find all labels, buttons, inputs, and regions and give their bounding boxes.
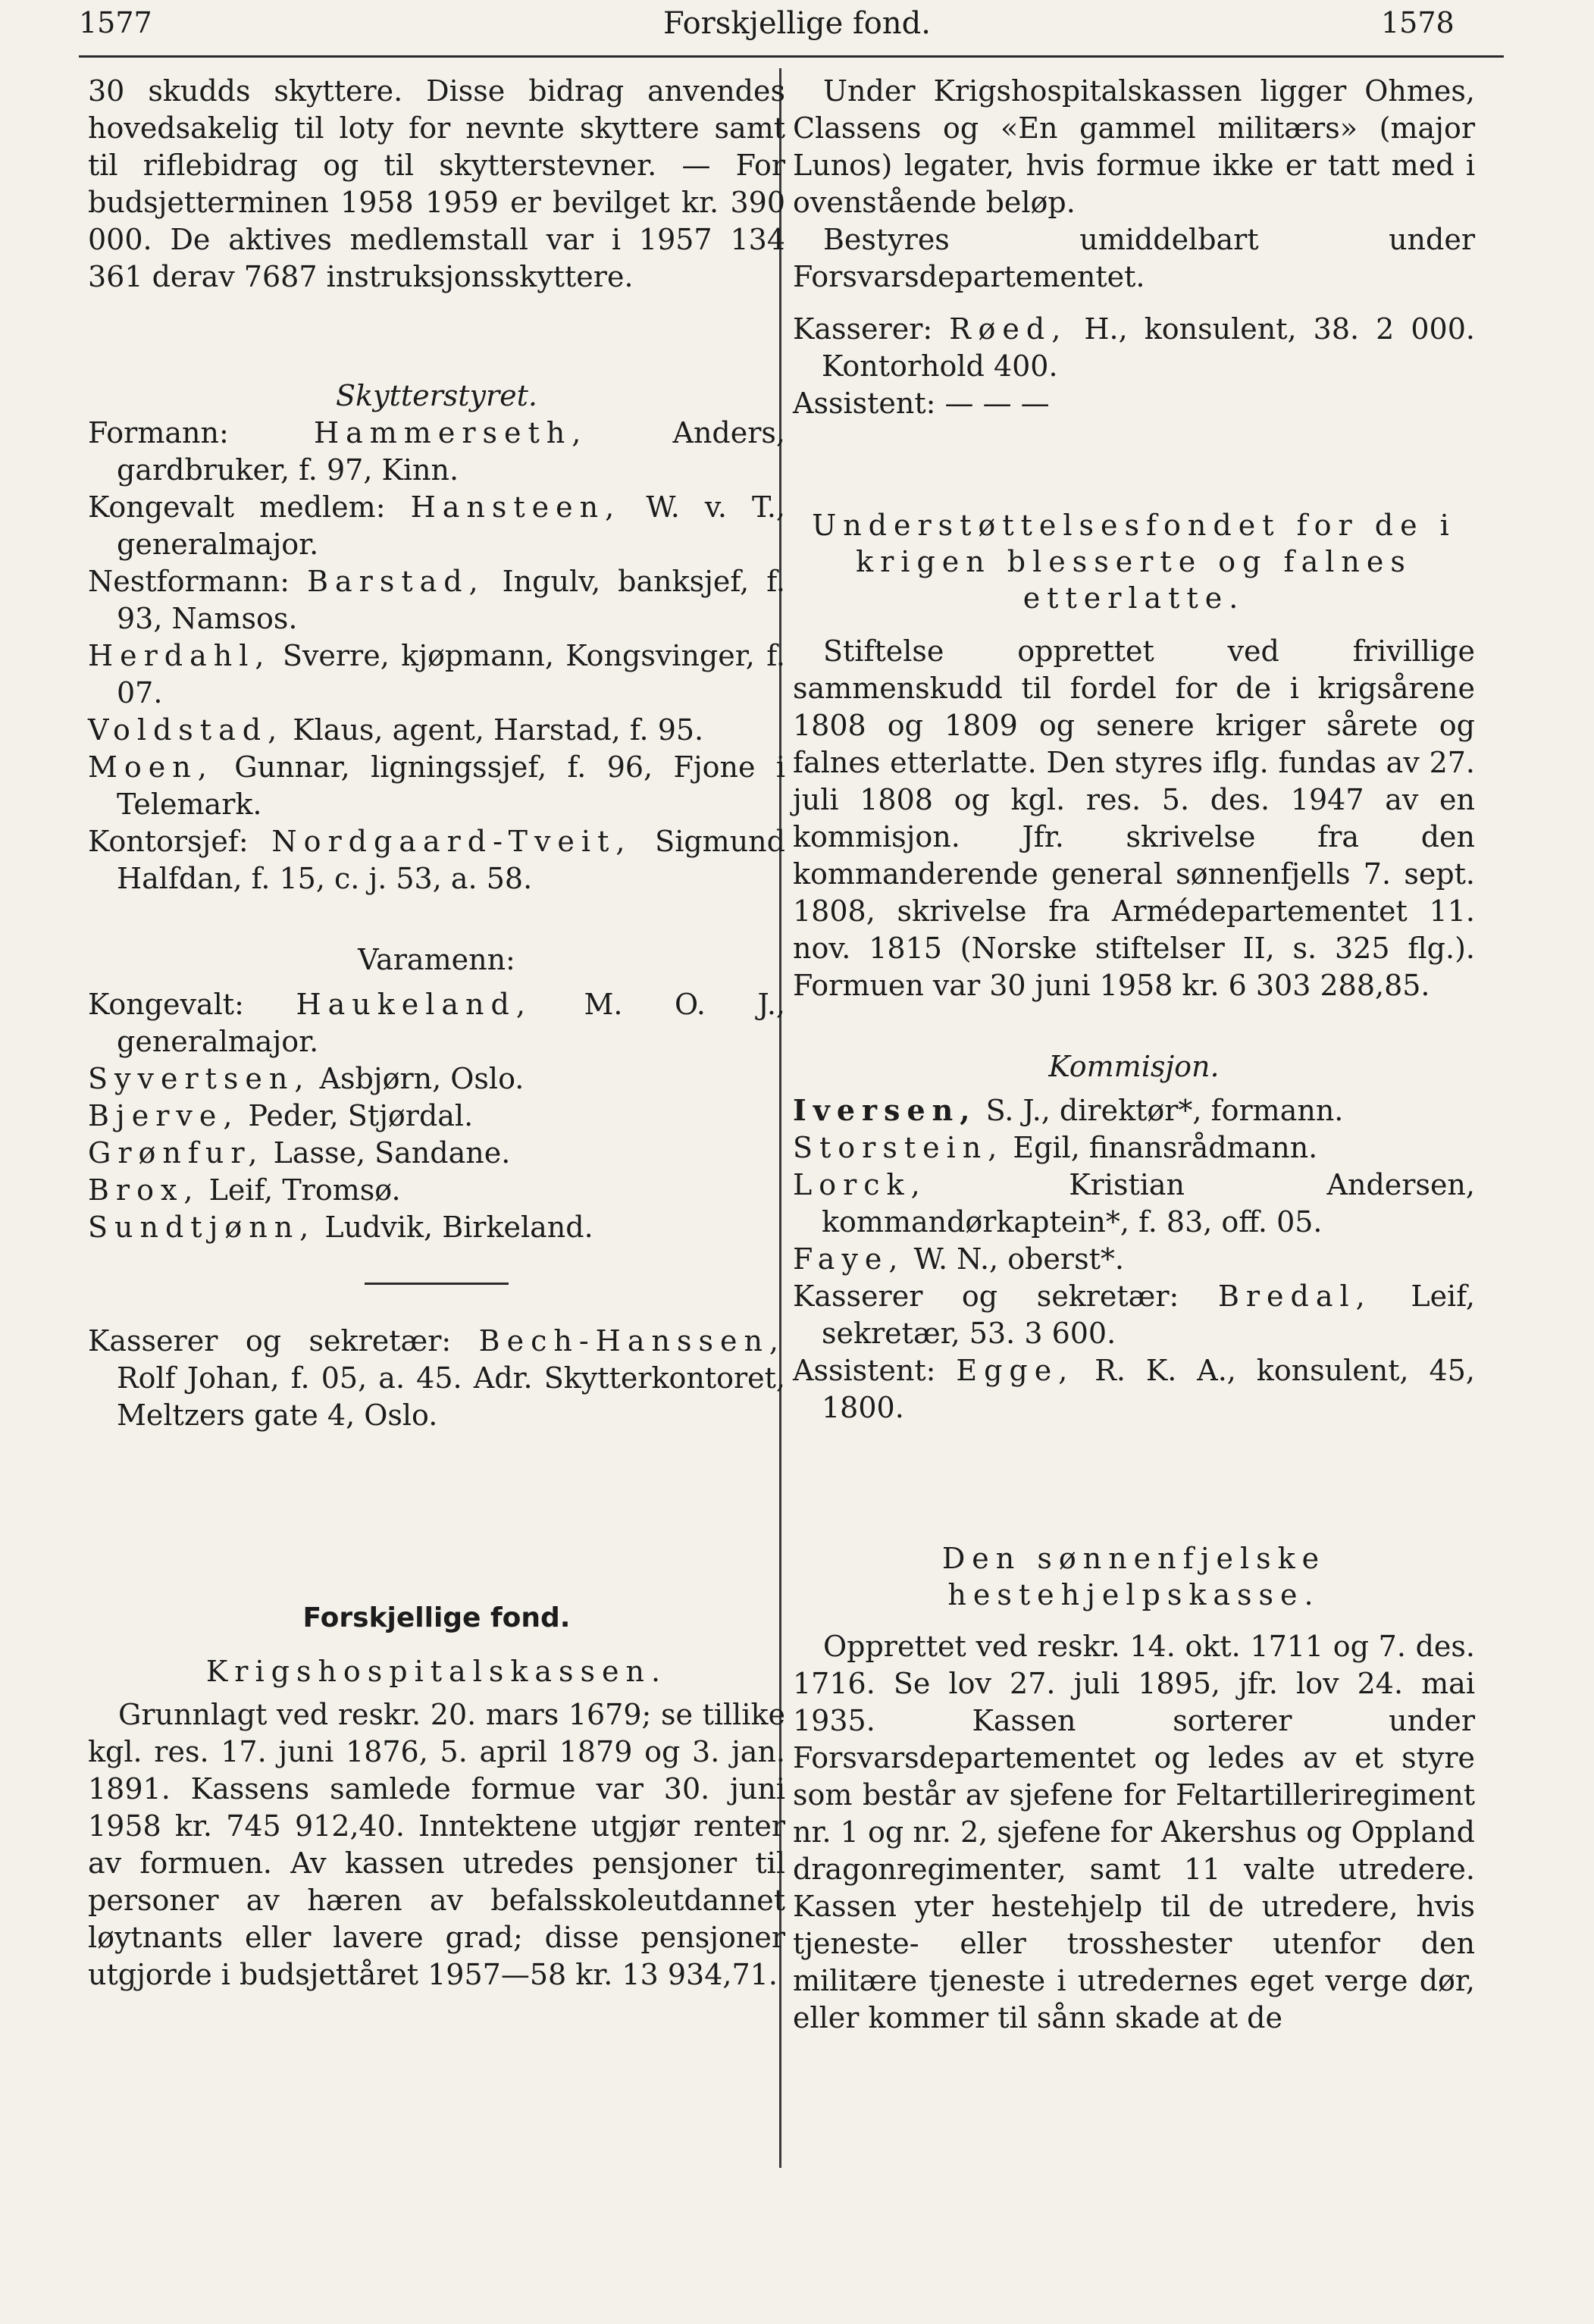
member-entry [88,563,785,637]
member-name: Faye, [793,1242,905,1276]
skytterstyret-heading: Skytterstyret. [336,379,537,412]
member-name: Iversen, [793,1093,977,1127]
skytterstyret-list [88,415,785,897]
hestehjelp-text: Opprettet ved reskr. 14. okt. 1711 og 7. des. 1716. Se lov 27. juli 1895, jfr. lov 24. mai 1935. Kassen sorterer under Forsvarsdepartementet og ledes av et styre som består av sjefene for Feltartilleriregiment nr. 1 og nr. 2, sjefene for Akershus og Oppland dragonregimenter, samt 11 valte utredere. Kassen yter hestehjelp til de utredere, hvis tjeneste- eller trosshester utenfor den militære tjeneste i utredernes eget verge dør, eller kommer til sånn skade at de [793,1630,1475,2034]
member-details: H., konsulent, 38. 2 000. Kontorhold 400. [822,312,1475,383]
member-details: Peder, Stjørdal. [248,1099,474,1132]
member-name: Hansteen, [410,490,622,524]
header-rule [79,55,1504,58]
member-name: Egge, [956,1354,1075,1387]
section-title: Forskjellige fond. [302,1602,571,1633]
member-details: R. K. A., konsulent, 45, 1800. [822,1354,1475,1424]
member-details: W. N., oberst*. [913,1242,1124,1276]
page-number-right: 1578 [1381,6,1455,39]
member-details: Ludvik, Birkeland. [324,1211,593,1244]
member-entry [88,986,785,1060]
kasserer-entry [793,311,1475,385]
member-details: M. O. J., generalmajor. [117,988,785,1058]
member-entry [88,823,785,897]
member-role: Kongevalt: [88,988,244,1021]
bestyres-text: Bestyres umiddelbart under Forsvarsdepartementet. [793,223,1475,293]
member-name: Nordgaard-Tveit, [271,825,632,858]
varamenn-heading: Varamenn: [358,943,515,976]
member-entry [88,1172,785,1209]
member-name: Haukeland, [296,988,532,1021]
member-name: Sundtjønn, [88,1211,316,1244]
member-entry [88,415,785,489]
member-entry [88,712,785,749]
member-name: Bredal, [1217,1279,1372,1313]
member-entry [88,749,785,823]
member-name: Moen, [88,750,214,784]
running-title: Forskjellige fond. [663,6,931,41]
member-details: Egil, finansrådmann. [1013,1131,1318,1164]
member-role: Kontorsjef: [88,825,249,858]
member-role: Assistent: [793,1354,936,1387]
member-details: Anders, gardbruker, f. 97, Kinn. [117,416,785,487]
page-number-left: 1577 [79,6,152,39]
kasserer-entry [88,1323,785,1434]
member-role: Kasserer: [793,312,933,346]
member-name: Grønfur, [88,1136,265,1170]
member-name: Barstad, [307,565,485,598]
member-name: Voldstad, [88,713,284,747]
member-name: Røed, [949,312,1068,346]
hestehjelp-heading: Den sønnenfjelske hestehjelpskasse. [941,1542,1326,1611]
fond-text: Stiftelse opprettet ved frivillige sammenskudd til fordel for de i krigsårene 1808 og 1809 og senere kriger sårete og falnes etterlatte. Den styres iflg. fundas av 27. juli 1808 og kgl. res. 5. des. 1947 av en kommisjon. Jfr. skrivelse fra den kommanderende general sønnenfjells 7. sept. 1808, skrivelse fra Armédepartementet 11. nov. 1815 (Norske stiftelser II, s. 325 flg.). Formuen var 30 juni 1958 kr. 6 303 288,85. [793,634,1475,1002]
page-header [0,0,1594,61]
member-entry [793,1092,1475,1129]
member-entry [88,1060,785,1098]
member-name: Syvertsen, [88,1062,311,1095]
member-details: Leif, Tromsø. [208,1173,401,1207]
member-entry [88,637,785,712]
kommisjon-heading: Kommisjon. [1048,1050,1220,1083]
member-details: Leif, sekretær, 53. 3 600. [822,1279,1475,1350]
varamenn-list [88,986,785,1246]
member-entry [88,1098,785,1135]
member-role: Kasserer og sekretær: [793,1279,1179,1313]
member-entry [793,1278,1475,1352]
member-name: Brox, [88,1173,200,1207]
section-divider [365,1283,509,1285]
kommisjon-list [793,1092,1475,1427]
member-role: Kongevalt medlem: [88,490,386,524]
member-name: Lorck, [793,1168,927,1201]
skytterlag-intro: 30 skudds skyttere. Disse bidrag anvendes hovedsakelig til loty for nevnte skyttere samt til riflebidrag og til skytterstevner. — For budsjetterminen 1958 1959 er bevilget kr. 390 000. De aktives medlemstall var i 1957 134 361 derav 7687 instruksjonsskyttere. [88,74,785,293]
legater-text: Under Krigshospitalskassen ligger Ohmes, Classens og «En gammel militærs» (major Lunos) legater, hvis formue ikke er tatt med i ovenstående beløp. [793,74,1475,219]
member-entry [88,1209,785,1246]
member-entry [793,1352,1475,1427]
left-column [88,73,785,1994]
member-entry [793,1129,1475,1167]
member-entry [88,489,785,563]
right-column [793,73,1475,2037]
member-entry [88,1135,785,1172]
fond-heading: Understøttelsesfondet for de i krigen blesserte og falnes etterlatte. [812,509,1456,615]
member-role: Nestformann: [88,565,290,598]
member-name: Bjerve, [88,1099,240,1132]
member-details: Sigmund Halfdan, f. 15, c. j. 53, a. 58. [117,825,785,895]
member-details: W. v. T., generalmajor. [117,490,785,561]
krigshospital-heading: Krigshospitalskassen. [205,1655,668,1688]
member-details: Klaus, agent, Harstad, f. 95. [293,713,704,747]
member-details: Lasse, Sandane. [273,1136,511,1170]
member-details: Sverre, kjøpmann, Kongsvinger, f. 07. [117,639,785,709]
member-name: Hammerseth, [313,416,588,449]
member-entry [793,1167,1475,1241]
member-role: Formann: [88,416,229,449]
member-name: Storstein, [793,1131,1004,1164]
krigshospital-text: Grunnlagt ved reskr. 20. mars 1679; se tillike kgl. res. 17. juni 1876, 5. april 1879 og 3. jan. 1891. Kassens samlede formue var 30. juni 1958 kr. 745 912,40. Inntektene utgjør renter av formuen. Av kassen utredes pensjoner til personer av hæren av befalsskoleutdannet løytnants eller lavere grad; disse pensjoner utgjorde i budsjettåret 1957—58 kr. 13 934,71. [88,1698,785,1991]
member-details: Ingulv, banksjef, f. 93, Namsos. [117,565,785,635]
member-details: Rolf Johan, f. 05, a. 45. Adr. Skytterkontoret, Meltzers gate 4, Oslo. [117,1361,785,1432]
member-details: S. J., direktør*, formann. [985,1094,1344,1127]
member-role: Kasserer og sekretær: [88,1324,452,1358]
assistent-entry: Assistent: — — — [793,387,1050,420]
member-details: Kristian Andersen, kommandørkaptein*, f. 83, off. 05. [822,1168,1475,1239]
member-details: Asbjørn, Oslo. [319,1062,525,1095]
member-details: Gunnar, ligningssjef, f. 96, Fjone i Telemark. [117,750,785,821]
member-name: Herdahl, [88,639,271,672]
member-name: Bech-Hanssen, [478,1324,785,1358]
member-entry [793,1241,1475,1278]
